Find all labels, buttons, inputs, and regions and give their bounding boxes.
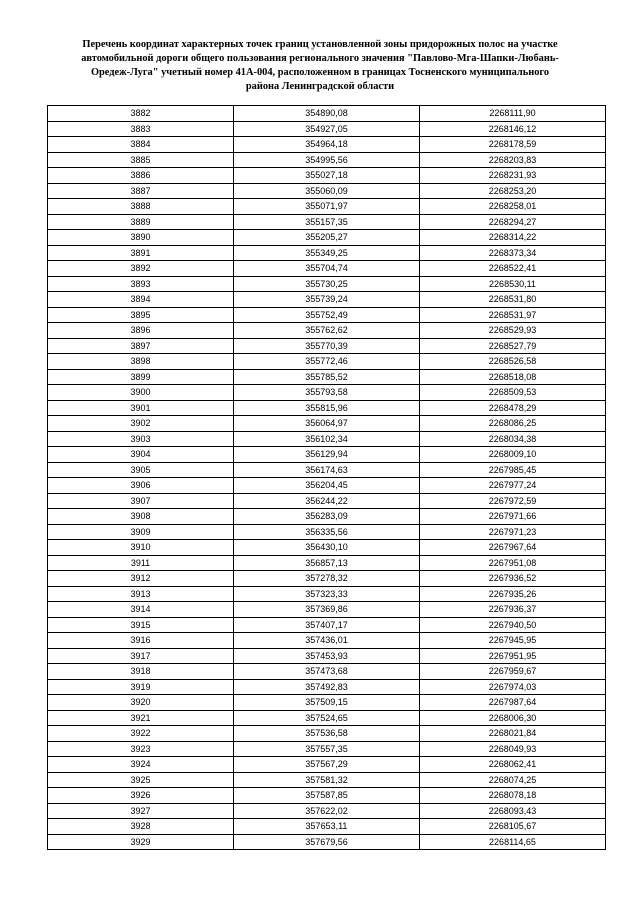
table-row bbox=[48, 292, 606, 308]
point-number-cell: 3912 bbox=[48, 571, 234, 587]
x-coordinate-cell: 357436,01 bbox=[234, 633, 420, 649]
point-number-cell: 3916 bbox=[48, 633, 234, 649]
point-number-cell: 3913 bbox=[48, 586, 234, 602]
y-coordinate-cell: 2268021,84 bbox=[420, 726, 606, 742]
x-coordinate-cell: 355060,09 bbox=[234, 183, 420, 199]
x-coordinate-cell: 357536,58 bbox=[234, 726, 420, 742]
x-coordinate-cell: 356102,34 bbox=[234, 431, 420, 447]
y-coordinate-cell: 2268518,08 bbox=[420, 369, 606, 385]
x-coordinate-cell: 357509,15 bbox=[234, 695, 420, 711]
table-row bbox=[48, 586, 606, 602]
point-number-cell: 3894 bbox=[48, 292, 234, 308]
point-number-cell: 3920 bbox=[48, 695, 234, 711]
x-coordinate-cell: 357567,29 bbox=[234, 757, 420, 773]
x-coordinate-cell: 355815,96 bbox=[234, 400, 420, 416]
y-coordinate-cell: 2268253,20 bbox=[420, 183, 606, 199]
table-row bbox=[48, 509, 606, 525]
table-row bbox=[48, 137, 606, 153]
y-coordinate-cell: 2268074,25 bbox=[420, 772, 606, 788]
point-number-cell: 3896 bbox=[48, 323, 234, 339]
title-line-4: района Ленинградской области bbox=[245, 81, 395, 92]
table-row bbox=[48, 183, 606, 199]
x-coordinate-cell: 357323,33 bbox=[234, 586, 420, 602]
y-coordinate-cell: 2268373,34 bbox=[420, 245, 606, 261]
y-coordinate-cell: 2268529,93 bbox=[420, 323, 606, 339]
x-coordinate-cell: 357473,68 bbox=[234, 664, 420, 680]
y-coordinate-cell: 2268231,93 bbox=[420, 168, 606, 184]
y-coordinate-cell: 2268062,41 bbox=[420, 757, 606, 773]
point-number-cell: 3908 bbox=[48, 509, 234, 525]
point-number-cell: 3888 bbox=[48, 199, 234, 215]
x-coordinate-cell: 357369,86 bbox=[234, 602, 420, 618]
x-coordinate-cell: 357407,17 bbox=[234, 617, 420, 633]
x-coordinate-cell: 355762,62 bbox=[234, 323, 420, 339]
point-number-cell: 3906 bbox=[48, 478, 234, 494]
point-number-cell: 3885 bbox=[48, 152, 234, 168]
y-coordinate-cell: 2267940,50 bbox=[420, 617, 606, 633]
point-number-cell: 3895 bbox=[48, 307, 234, 323]
x-coordinate-cell: 355739,24 bbox=[234, 292, 420, 308]
y-coordinate-cell: 2268006,30 bbox=[420, 710, 606, 726]
point-number-cell: 3914 bbox=[48, 602, 234, 618]
x-coordinate-cell: 357453,93 bbox=[234, 648, 420, 664]
x-coordinate-cell: 355704,74 bbox=[234, 261, 420, 277]
table-row bbox=[48, 772, 606, 788]
x-coordinate-cell: 354927,05 bbox=[234, 121, 420, 137]
table-row bbox=[48, 121, 606, 137]
y-coordinate-cell: 2267974,03 bbox=[420, 679, 606, 695]
point-number-cell: 3919 bbox=[48, 679, 234, 695]
point-number-cell: 3924 bbox=[48, 757, 234, 773]
x-coordinate-cell: 354964,18 bbox=[234, 137, 420, 153]
table-row bbox=[48, 106, 606, 122]
x-coordinate-cell: 355785,52 bbox=[234, 369, 420, 385]
y-coordinate-cell: 2267959,67 bbox=[420, 664, 606, 680]
table-row bbox=[48, 602, 606, 618]
table-row bbox=[48, 338, 606, 354]
x-coordinate-cell: 357492,83 bbox=[234, 679, 420, 695]
table-row bbox=[48, 757, 606, 773]
y-coordinate-cell: 2268009,10 bbox=[420, 447, 606, 463]
table-row bbox=[48, 261, 606, 277]
point-number-cell: 3926 bbox=[48, 788, 234, 804]
point-number-cell: 3928 bbox=[48, 819, 234, 835]
coordinates-table-body bbox=[48, 106, 606, 850]
x-coordinate-cell: 356857,13 bbox=[234, 555, 420, 571]
point-number-cell: 3893 bbox=[48, 276, 234, 292]
table-row bbox=[48, 385, 606, 401]
x-coordinate-cell: 355752,49 bbox=[234, 307, 420, 323]
point-number-cell: 3884 bbox=[48, 137, 234, 153]
y-coordinate-cell: 2267951,08 bbox=[420, 555, 606, 571]
y-coordinate-cell: 2267987,64 bbox=[420, 695, 606, 711]
table-row bbox=[48, 416, 606, 432]
document-title bbox=[30, 38, 610, 94]
point-number-cell: 3921 bbox=[48, 710, 234, 726]
point-number-cell: 3900 bbox=[48, 385, 234, 401]
x-coordinate-cell: 357587,85 bbox=[234, 788, 420, 804]
table-row bbox=[48, 788, 606, 804]
title-line-2: автомобильной дороги общего пользования регионального значения "Павлово-Мга-Шапки-Любань- bbox=[81, 53, 559, 64]
table-row bbox=[48, 400, 606, 416]
y-coordinate-cell: 2267985,45 bbox=[420, 462, 606, 478]
x-coordinate-cell: 357524,65 bbox=[234, 710, 420, 726]
y-coordinate-cell: 2268034,38 bbox=[420, 431, 606, 447]
table-row bbox=[48, 307, 606, 323]
y-coordinate-cell: 2267972,59 bbox=[420, 493, 606, 509]
point-number-cell: 3901 bbox=[48, 400, 234, 416]
title-line-1: Перечень координат характерных точек границ установленной зоны придорожных полос на участке bbox=[82, 39, 558, 50]
y-coordinate-cell: 2268478,29 bbox=[420, 400, 606, 416]
table-row bbox=[48, 571, 606, 587]
y-coordinate-cell: 2267971,66 bbox=[420, 509, 606, 525]
coordinates-table bbox=[47, 105, 606, 850]
table-row bbox=[48, 168, 606, 184]
y-coordinate-cell: 2268086,25 bbox=[420, 416, 606, 432]
table-row bbox=[48, 679, 606, 695]
table-row bbox=[48, 478, 606, 494]
table-row bbox=[48, 617, 606, 633]
y-coordinate-cell: 2268527,79 bbox=[420, 338, 606, 354]
x-coordinate-cell: 357557,35 bbox=[234, 741, 420, 757]
point-number-cell: 3898 bbox=[48, 354, 234, 370]
table-row bbox=[48, 245, 606, 261]
table-row bbox=[48, 555, 606, 571]
table-row bbox=[48, 323, 606, 339]
point-number-cell: 3902 bbox=[48, 416, 234, 432]
y-coordinate-cell: 2267935,26 bbox=[420, 586, 606, 602]
y-coordinate-cell: 2267936,37 bbox=[420, 602, 606, 618]
y-coordinate-cell: 2268114,65 bbox=[420, 834, 606, 850]
y-coordinate-cell: 2268294,27 bbox=[420, 214, 606, 230]
y-coordinate-cell: 2268093,43 bbox=[420, 803, 606, 819]
x-coordinate-cell: 355157,35 bbox=[234, 214, 420, 230]
y-coordinate-cell: 2268078,18 bbox=[420, 788, 606, 804]
table-row bbox=[48, 447, 606, 463]
table-row bbox=[48, 710, 606, 726]
y-coordinate-cell: 2267967,64 bbox=[420, 540, 606, 556]
y-coordinate-cell: 2268526,58 bbox=[420, 354, 606, 370]
table-row bbox=[48, 431, 606, 447]
table-row bbox=[48, 633, 606, 649]
point-number-cell: 3922 bbox=[48, 726, 234, 742]
x-coordinate-cell: 356129,94 bbox=[234, 447, 420, 463]
x-coordinate-cell: 355770,39 bbox=[234, 338, 420, 354]
x-coordinate-cell: 355071,97 bbox=[234, 199, 420, 215]
x-coordinate-cell: 355205,27 bbox=[234, 230, 420, 246]
table-row bbox=[48, 354, 606, 370]
x-coordinate-cell: 355027,18 bbox=[234, 168, 420, 184]
table-row bbox=[48, 803, 606, 819]
table-row bbox=[48, 819, 606, 835]
point-number-cell: 3911 bbox=[48, 555, 234, 571]
point-number-cell: 3905 bbox=[48, 462, 234, 478]
x-coordinate-cell: 357653,11 bbox=[234, 819, 420, 835]
point-number-cell: 3927 bbox=[48, 803, 234, 819]
y-coordinate-cell: 2268314,22 bbox=[420, 230, 606, 246]
table-row bbox=[48, 369, 606, 385]
x-coordinate-cell: 357278,32 bbox=[234, 571, 420, 587]
x-coordinate-cell: 354890,08 bbox=[234, 106, 420, 122]
y-coordinate-cell: 2268509,53 bbox=[420, 385, 606, 401]
point-number-cell: 3929 bbox=[48, 834, 234, 850]
point-number-cell: 3923 bbox=[48, 741, 234, 757]
table-row bbox=[48, 695, 606, 711]
point-number-cell: 3915 bbox=[48, 617, 234, 633]
x-coordinate-cell: 357622,02 bbox=[234, 803, 420, 819]
point-number-cell: 3918 bbox=[48, 664, 234, 680]
x-coordinate-cell: 355349,25 bbox=[234, 245, 420, 261]
point-number-cell: 3886 bbox=[48, 168, 234, 184]
point-number-cell: 3907 bbox=[48, 493, 234, 509]
y-coordinate-cell: 2267971,23 bbox=[420, 524, 606, 540]
x-coordinate-cell: 356174,63 bbox=[234, 462, 420, 478]
table-row bbox=[48, 276, 606, 292]
table-row bbox=[48, 524, 606, 540]
table-row bbox=[48, 834, 606, 850]
point-number-cell: 3892 bbox=[48, 261, 234, 277]
point-number-cell: 3890 bbox=[48, 230, 234, 246]
x-coordinate-cell: 355793,58 bbox=[234, 385, 420, 401]
y-coordinate-cell: 2268049,93 bbox=[420, 741, 606, 757]
table-row bbox=[48, 726, 606, 742]
table-row bbox=[48, 214, 606, 230]
table-row bbox=[48, 540, 606, 556]
table-row bbox=[48, 493, 606, 509]
y-coordinate-cell: 2267936,52 bbox=[420, 571, 606, 587]
x-coordinate-cell: 356064,97 bbox=[234, 416, 420, 432]
point-number-cell: 3909 bbox=[48, 524, 234, 540]
x-coordinate-cell: 356244,22 bbox=[234, 493, 420, 509]
table-row bbox=[48, 648, 606, 664]
table-row bbox=[48, 199, 606, 215]
point-number-cell: 3910 bbox=[48, 540, 234, 556]
x-coordinate-cell: 356430,10 bbox=[234, 540, 420, 556]
y-coordinate-cell: 2268203,83 bbox=[420, 152, 606, 168]
x-coordinate-cell: 356283,09 bbox=[234, 509, 420, 525]
y-coordinate-cell: 2268111,90 bbox=[420, 106, 606, 122]
x-coordinate-cell: 354995,56 bbox=[234, 152, 420, 168]
point-number-cell: 3904 bbox=[48, 447, 234, 463]
x-coordinate-cell: 356204,45 bbox=[234, 478, 420, 494]
y-coordinate-cell: 2268146,12 bbox=[420, 121, 606, 137]
y-coordinate-cell: 2267951,95 bbox=[420, 648, 606, 664]
point-number-cell: 3899 bbox=[48, 369, 234, 385]
table-row bbox=[48, 462, 606, 478]
x-coordinate-cell: 357581,32 bbox=[234, 772, 420, 788]
point-number-cell: 3891 bbox=[48, 245, 234, 261]
point-number-cell: 3889 bbox=[48, 214, 234, 230]
y-coordinate-cell: 2267977,24 bbox=[420, 478, 606, 494]
y-coordinate-cell: 2268258,01 bbox=[420, 199, 606, 215]
point-number-cell: 3887 bbox=[48, 183, 234, 199]
y-coordinate-cell: 2268531,97 bbox=[420, 307, 606, 323]
y-coordinate-cell: 2268530,11 bbox=[420, 276, 606, 292]
y-coordinate-cell: 2268178,59 bbox=[420, 137, 606, 153]
y-coordinate-cell: 2268105,67 bbox=[420, 819, 606, 835]
point-number-cell: 3925 bbox=[48, 772, 234, 788]
table-row bbox=[48, 230, 606, 246]
x-coordinate-cell: 356335,56 bbox=[234, 524, 420, 540]
point-number-cell: 3883 bbox=[48, 121, 234, 137]
table-row bbox=[48, 152, 606, 168]
x-coordinate-cell: 355730,25 bbox=[234, 276, 420, 292]
y-coordinate-cell: 2268531,80 bbox=[420, 292, 606, 308]
point-number-cell: 3882 bbox=[48, 106, 234, 122]
y-coordinate-cell: 2268522,41 bbox=[420, 261, 606, 277]
x-coordinate-cell: 355772,46 bbox=[234, 354, 420, 370]
point-number-cell: 3903 bbox=[48, 431, 234, 447]
point-number-cell: 3897 bbox=[48, 338, 234, 354]
point-number-cell: 3917 bbox=[48, 648, 234, 664]
y-coordinate-cell: 2267945,95 bbox=[420, 633, 606, 649]
table-row bbox=[48, 741, 606, 757]
x-coordinate-cell: 357679,56 bbox=[234, 834, 420, 850]
title-line-3: Оредеж-Луга" учетный номер 41А-004, расположенном в границах Тосненского муниципального bbox=[90, 67, 550, 78]
table-row bbox=[48, 664, 606, 680]
